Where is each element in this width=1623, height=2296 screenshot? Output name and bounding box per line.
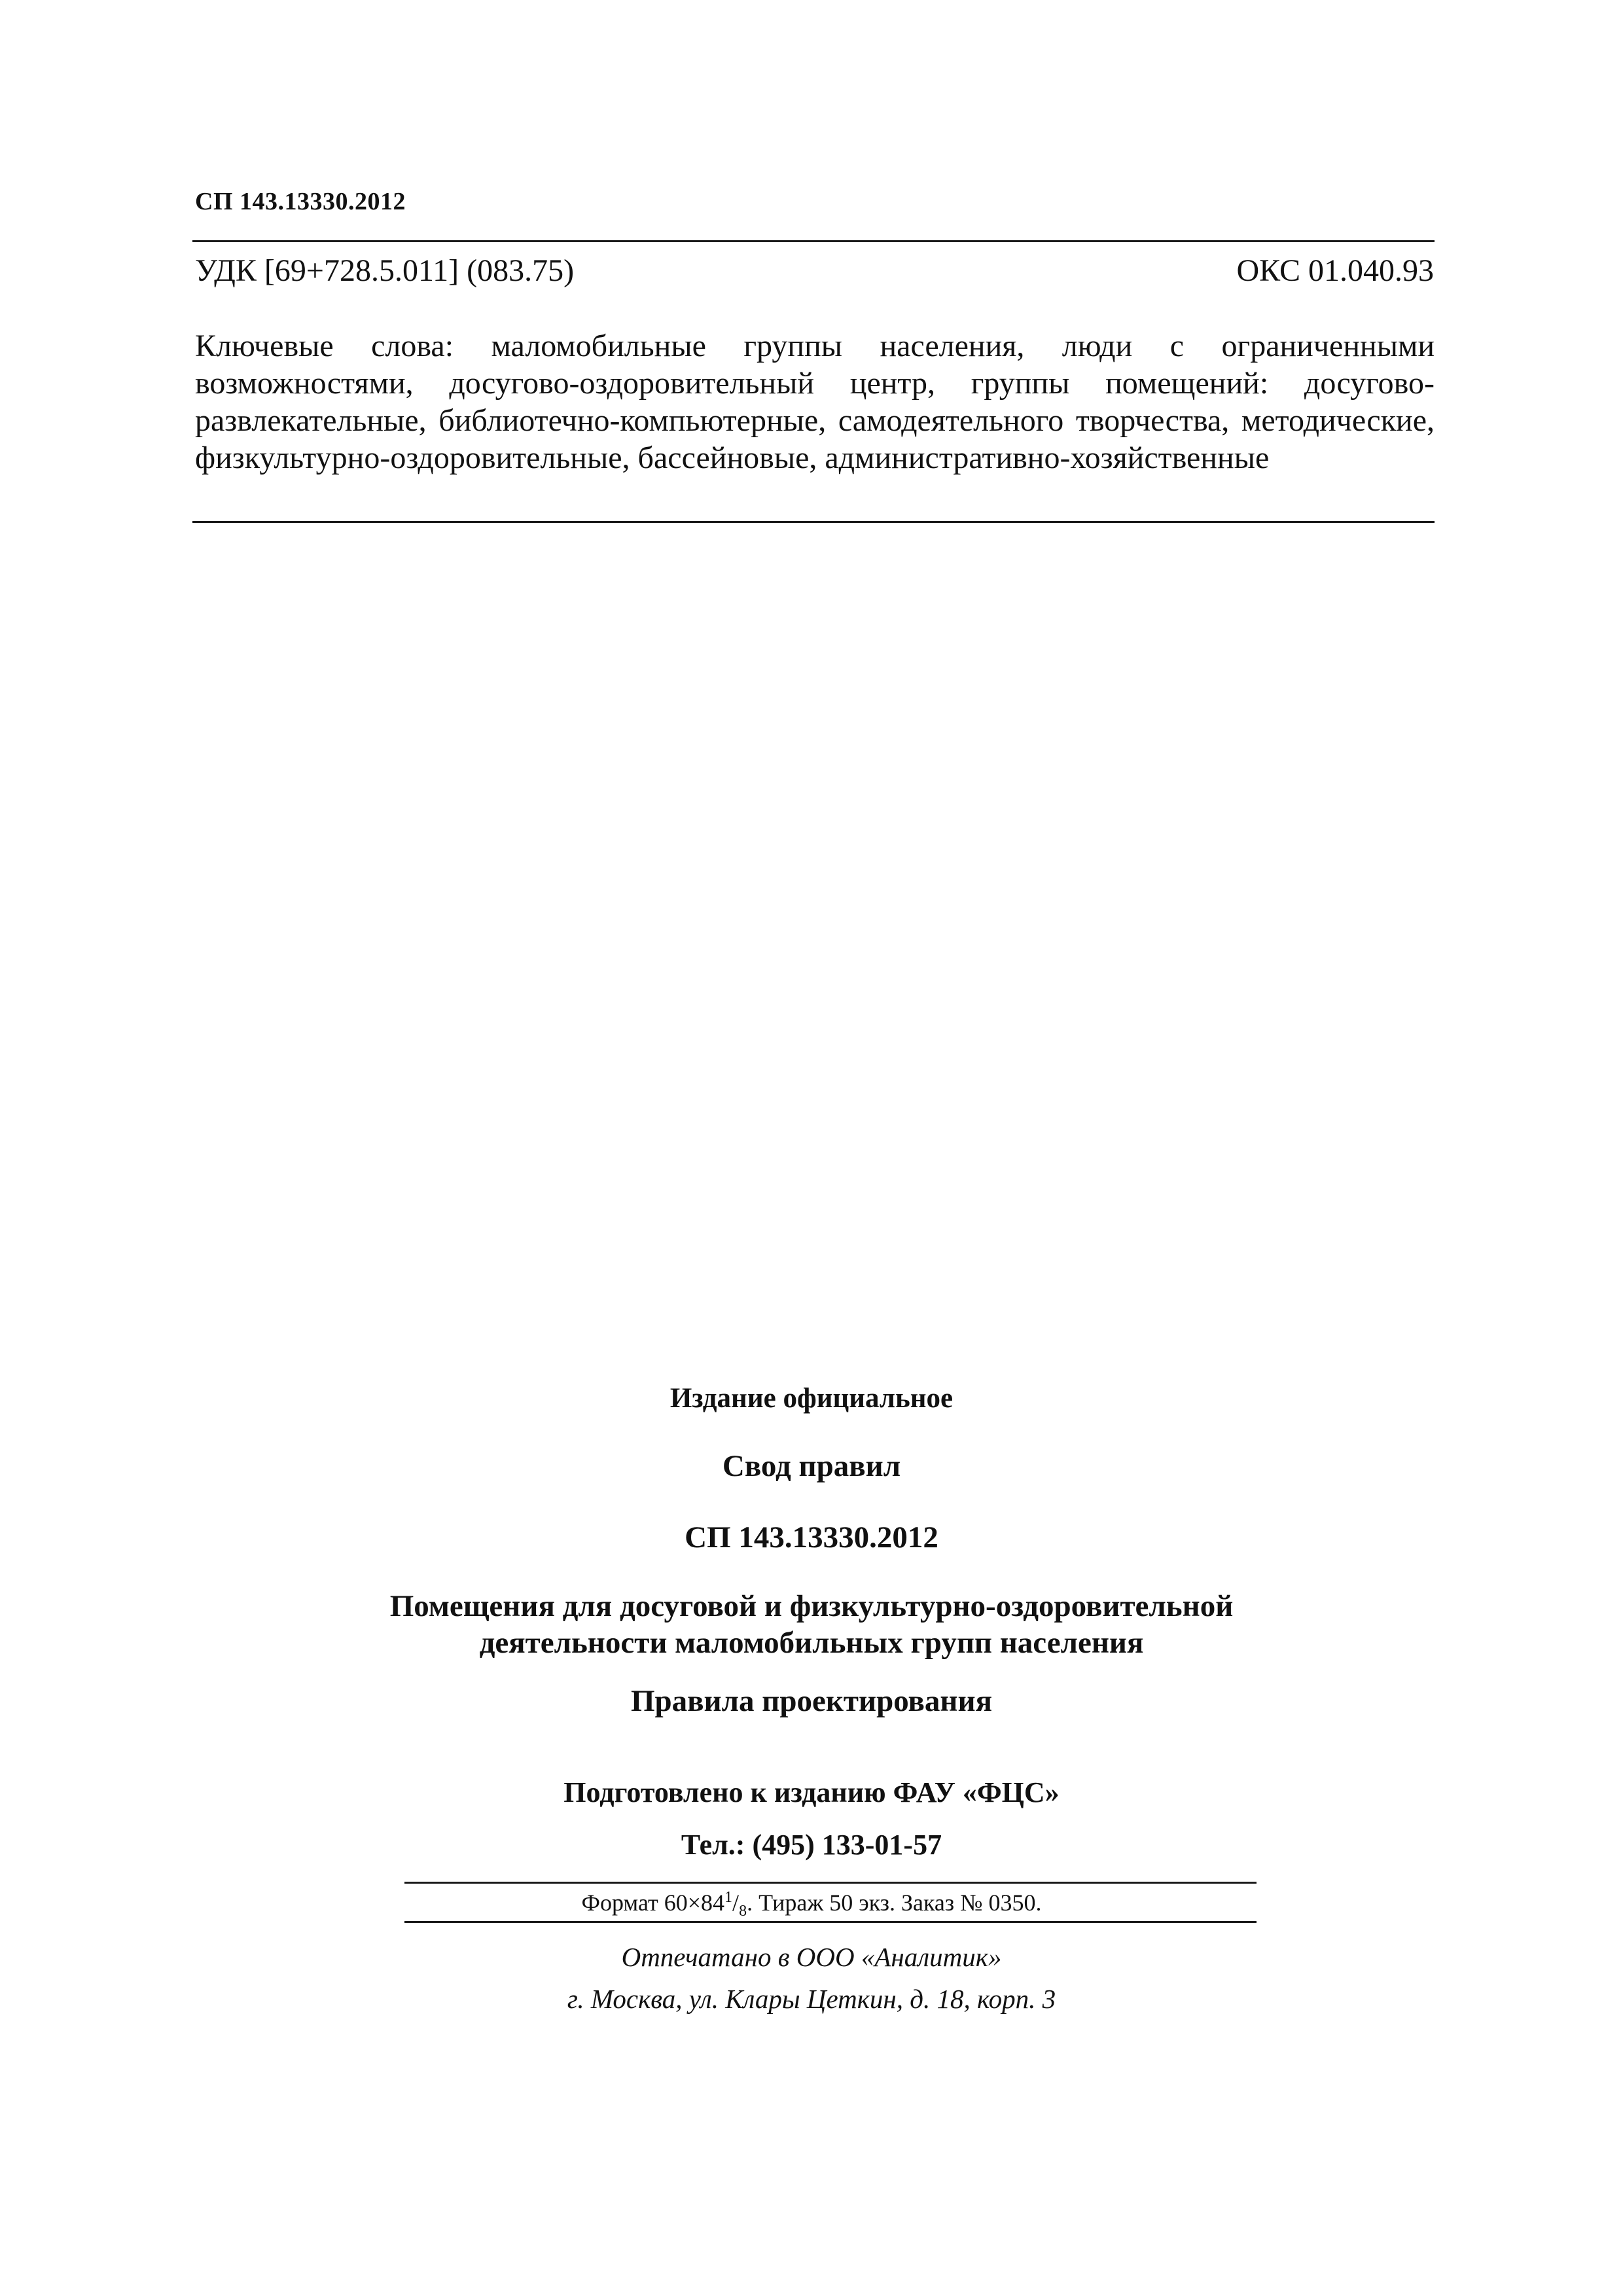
document-code: СП 143.13330.2012	[685, 1520, 938, 1554]
keywords-divider	[192, 521, 1435, 523]
document-title-line-1: Помещения для досуговой и физкультурно-оздоровительной	[389, 1589, 1234, 1623]
imprint-divider-bottom	[404, 1921, 1257, 1923]
print-format: Формат $60\times 84^1/_8$. Тираж 50 экз. Заказ № 0350.	[581, 1889, 1042, 1920]
format-prefix: Формат 60×84	[581, 1890, 725, 1916]
document-type: Свод правил	[722, 1449, 901, 1483]
document-subtitle: Правила проектирования	[630, 1684, 993, 1718]
prepared-by: Подготовлено к изданию ФАУ «ФЦС»	[563, 1776, 1060, 1808]
document-title-line-2: деятельности маломобильных групп населения	[479, 1626, 1144, 1660]
oks-code: ОКС 01.040.93	[1236, 253, 1434, 288]
document-code-header: СП 143.13330.2012	[195, 188, 406, 215]
format-fraction-numerator: 1	[724, 1889, 733, 1906]
format-fraction-denominator: 8	[739, 1903, 747, 1920]
printer-address: г. Москва, ул. Клары Цеткин, д. 18, корп. 3	[567, 1984, 1056, 2014]
imprint-divider-top	[404, 1882, 1257, 1884]
document-title	[0, 1588, 1623, 1661]
edition-label: Издание официальное	[669, 1383, 954, 1414]
phone-number: Тел.: (495) 133-01-57	[681, 1829, 942, 1861]
printer-name: Отпечатано в ООО «Аналитик»	[621, 1942, 1002, 1972]
udk-code: УДК [69+728.5.011] (083.75)	[195, 253, 575, 288]
format-suffix: . Тираж 50 экз. Заказ № 0350.	[747, 1890, 1042, 1916]
header-divider	[192, 240, 1435, 242]
keywords-paragraph: Ключевые слова: маломобильные группы населения, люди с ограниченными возможностями, досугово-оздоровительный центр, группы помещений: досугово-развлекательные, библиотечно-компьютерные, самодеятельного творчества, методические, физкультурно-оздоровительные, бассейновые, административно-хозяйственные	[195, 329, 1435, 475]
